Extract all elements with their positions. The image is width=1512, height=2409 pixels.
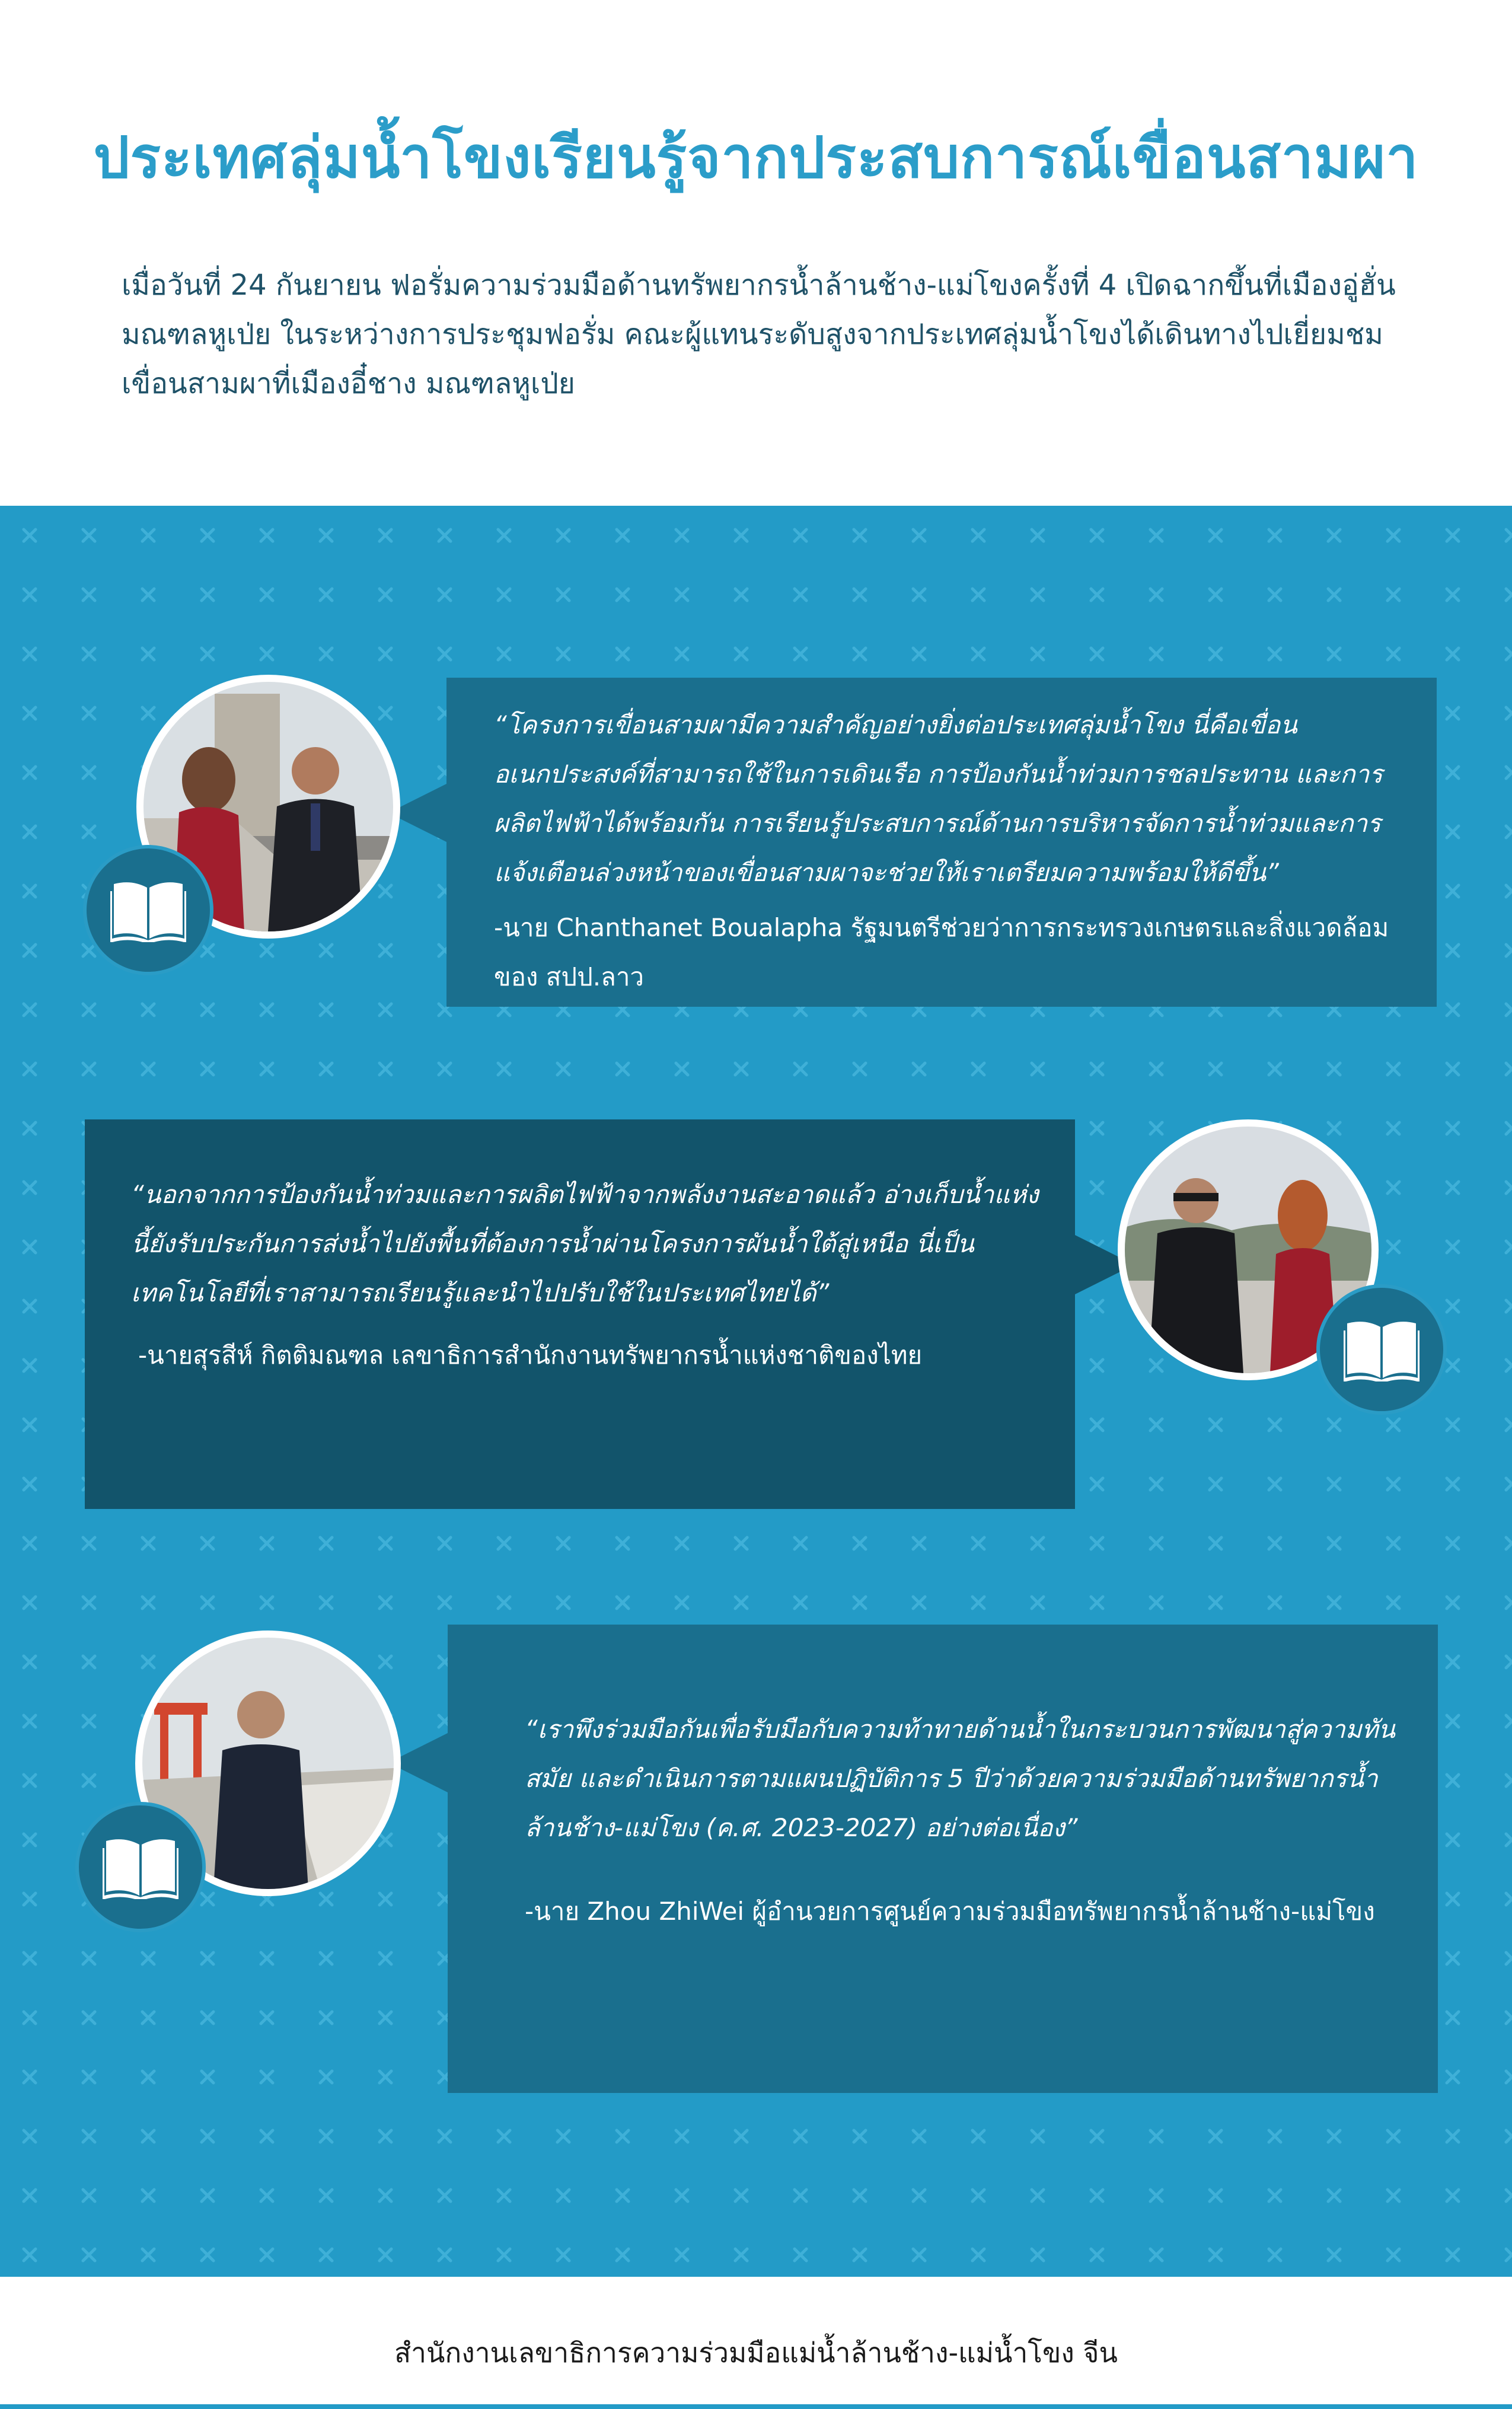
page-title: ประเทศลุ่มน้ำโขงเรียนรู้จากประสบการณ์เขื่อนสามผา bbox=[93, 125, 1419, 191]
open-book-icon bbox=[103, 1835, 178, 1899]
open-book-icon bbox=[1344, 1317, 1420, 1381]
quote-author: -นายสุรสีห์ กิตติมณฑล เลขาธิการสำนักงานทรัพยากรน้ำแห่งชาติของไทย bbox=[138, 1341, 923, 1370]
quote-box-2 bbox=[85, 1119, 1075, 1509]
book-badge-3 bbox=[75, 1802, 206, 1932]
quote-text: “นอกจากการป้องกันน้ำท่วมและการผลิตไฟฟ้าจากพลังงานสะอาดแล้ว อ่างเก็บน้ำแห่งนี้ยังรับประกันการส่งน้ำไปยังพื้นที่ต้องการน้ำผ่านโครงการผันน้ำใต้สู่เหนือ นี่เป็นเทคโนโลยีที่เราสามารถเรียนรู้และนำไปปรับใช้ในประเทศไทยได้” bbox=[131, 1180, 1039, 1307]
quotes-section bbox=[0, 506, 1512, 2277]
open-book-icon bbox=[110, 878, 186, 942]
quote-author: -นาย Zhou ZhiWei ผู้อำนวยการศูนย์ความร่วมมือทรัพยากรน้ำล้านช้าง-แม่โขง bbox=[525, 1897, 1375, 1926]
quote-box-1 bbox=[446, 678, 1437, 1007]
book-badge-1 bbox=[83, 845, 213, 975]
intro-paragraph: เมื่อวันที่ 24 กันยายน ฟอรั่มความร่วมมือด้านทรัพยากรน้ำล้านช้าง-แม่โขงครั้งที่ 4 เปิดฉากขึ้นที่เมืองอู่ฮั่น มณฑลหูเป่ย ในระหว่างการประชุมฟอรั่ม คณะผู้แทนระดับสูงจากประเทศลุ่มน้ำโขงได้เดินทางไปเยี่ยมชมเขื่อนสามผาที่เมืองอี๋ชาง มณฑลหูเป่ย bbox=[122, 269, 1396, 400]
quote-author: -นาย Chanthanet Boualapha รัฐมนตรีช่วยว่าการกระทรวงเกษตรและสิ่งแวดล้อมของ สปป.ลาว bbox=[494, 913, 1389, 991]
bottom-accent-line bbox=[0, 2404, 1512, 2409]
footer-credit: สำนักงานเลขาธิการความร่วมมือแม่น้ำล้านช้าง-แม่น้ำโขง จีน bbox=[394, 2337, 1118, 2369]
book-badge-2 bbox=[1316, 1284, 1447, 1415]
footer bbox=[0, 2277, 1512, 2409]
quote-text: “เราพึงร่วมมือกันเพื่อรับมือกับความท้าทายด้านน้ำในกระบวนการพัฒนาสู่ความทันสมัย และดำเนินการตามแผนปฏิบัติการ 5 ปีว่าด้วยความร่วมมือด้านทรัพยากรน้ำล้านช้าง-แม่โขง (ค.ศ. 2023-2027) อย่างต่อเนื่อง” bbox=[525, 1715, 1395, 1842]
quote-box-3 bbox=[448, 1625, 1438, 2093]
quote-text: “โครงการเขื่อนสามผามีความสำคัญอย่างยิ่งต่อประเทศลุ่มน้ำโขง นี่คือเขื่อนอเนกประสงค์ที่สามารถใช้ในการเดินเรือ การป้องกันน้ำท่วมการชลประทาน และการผลิตไฟฟ้าได้พร้อมกัน การเรียนรู้ประสบการณ์ด้านการบริหารจัดการน้ำท่วมและการแจ้งเตือนล่วงหน้าของเขื่อนสามผาจะช่วยให้เราเตรียมความพร้อมให้ดีขึ้น” bbox=[494, 710, 1383, 887]
